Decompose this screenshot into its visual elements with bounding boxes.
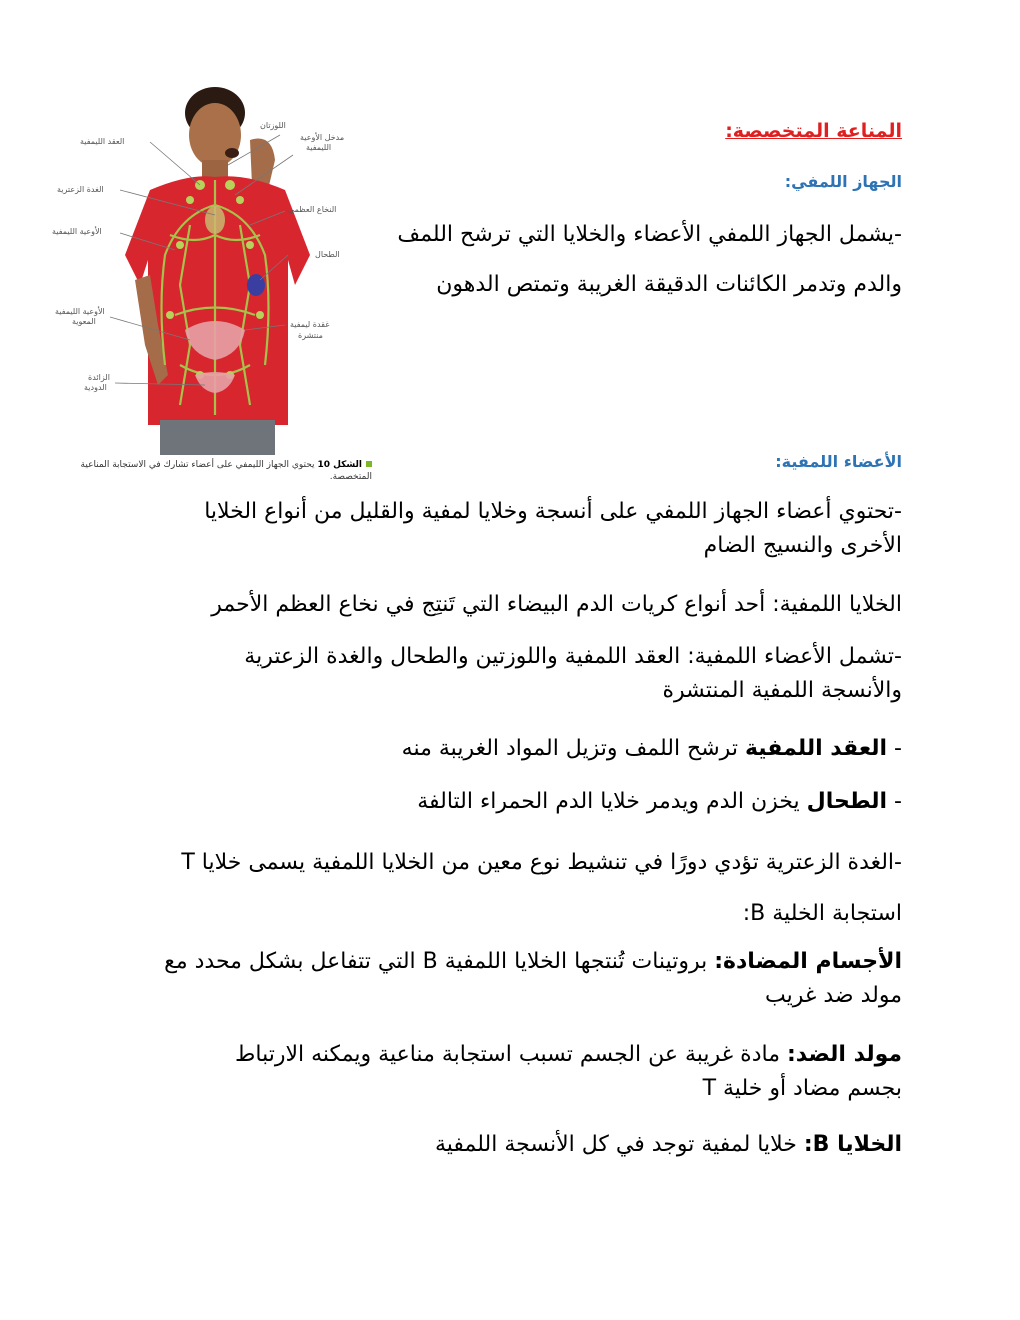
paragraph-1-line-1: -يشمل الجهاز اللمفي الأعضاء والخلايا التي ترشح اللمف xyxy=(397,222,902,247)
paragraph-thymus: -الغدة الزعترية تؤدي دورًا في تنشيط نوع معين من الخلايا اللمفية يسمى خلايا T استجابة الخلية B: xyxy=(181,850,902,926)
label-lymph-vessels: الأوعية الليمفية xyxy=(52,227,102,236)
label-bone-marrow: النخاع العظمي xyxy=(288,205,337,214)
label-thymus: الغدة الزعترية xyxy=(57,185,104,194)
caption-bullet-icon xyxy=(366,461,372,467)
label-lymph-nodes: العقد الليمفية xyxy=(80,137,125,146)
caption-text: يحتوي الجهاز الليمفي على أعضاء تشارك في الاستجابة المناعية المتخصصة. xyxy=(80,460,372,482)
label-spleen: الطحال xyxy=(315,250,340,259)
label-intestinal-vessels-2: المعوية xyxy=(72,317,96,326)
p5-term: العقد اللمفية xyxy=(744,736,888,761)
paragraph-organs-list: -تشمل الأعضاء اللمفية: العقد اللمفية واللوزتين والطحال والغدة الزعترية والأنسجة اللمفية المنتشرة xyxy=(244,644,902,704)
label-duct-entry-2: الليمفية xyxy=(306,143,332,152)
p9-rest: مادة غريبة عن الجسم تسبب استجابة مناعية ويمكنه الارتباط بجسم مضاد أو خلية T xyxy=(235,1042,902,1102)
label-duct-entry-1: مدخل الأوعية xyxy=(300,133,345,142)
paragraph-1-line-2: والدم وتدمر الكائنات الدقيقة الغريبة وتمتص الدهون xyxy=(436,272,902,297)
p6-term: الطحال xyxy=(806,789,888,814)
paragraph-organs-content: -تحتوي أعضاء الجهاز اللمفي على أنسجة وخلايا لمفية والقليل من أنواع الخلايا الأخرى والنسيج الضام xyxy=(204,499,902,559)
p5-rest: ترشح اللمف وتزيل المواد الغريبة منه xyxy=(401,736,745,761)
paragraph-spleen xyxy=(417,785,902,819)
caption-number: الشكل 10 xyxy=(317,460,362,470)
subheading-lymphatic-organs: الأعضاء اللمفية: xyxy=(775,452,902,471)
label-appendix-2: الدودية xyxy=(84,383,107,392)
label-diffuse-tissue-1: غقدة ليمفية xyxy=(290,320,330,329)
paragraph-antibodies xyxy=(142,945,902,1013)
label-appendix-1: الزائدة xyxy=(88,373,110,382)
p10-rest: خلايا لمفية توجد في كل الأنسجة اللمفية xyxy=(434,1132,804,1157)
figure-caption xyxy=(60,460,372,483)
subheading-lymphatic-system: الجهاز اللمفي: xyxy=(784,172,902,191)
paragraph-lymph-nodes xyxy=(402,732,902,766)
lymphatic-system-figure xyxy=(40,85,360,455)
label-diffuse-tissue-2: منتشرة xyxy=(298,331,323,340)
p6-rest: يخزن الدم ويدمر خلايا الدم الحمراء التالفة xyxy=(417,789,807,814)
p5-prefix: - xyxy=(887,736,902,761)
p6-prefix: - xyxy=(887,789,902,814)
paragraph-antigen xyxy=(182,1038,902,1106)
p8-rest: بروتينات تُنتجها الخلايا اللمفية B التي تتفاعل بشكل محدد مع مولد ضد غريب xyxy=(164,949,902,1009)
label-tonsils: اللوزتان xyxy=(260,121,286,130)
label-intestinal-vessels-1: الأوعية الليمفية xyxy=(55,307,105,316)
p8-term: الأجسام المضادة: xyxy=(714,949,902,974)
page-title: المناعة المتخصصة: xyxy=(725,120,902,142)
paragraph-lymphocytes: الخلايا اللمفية: أحد أنواع كريات الدم البيضاء التي تَنتِج في نخاع العظم الأحمر xyxy=(211,592,902,617)
paragraph-b-cells xyxy=(435,1128,902,1162)
p9-term: مولد الضد: xyxy=(786,1042,902,1067)
p10-term: الخلايا B: xyxy=(803,1132,902,1157)
